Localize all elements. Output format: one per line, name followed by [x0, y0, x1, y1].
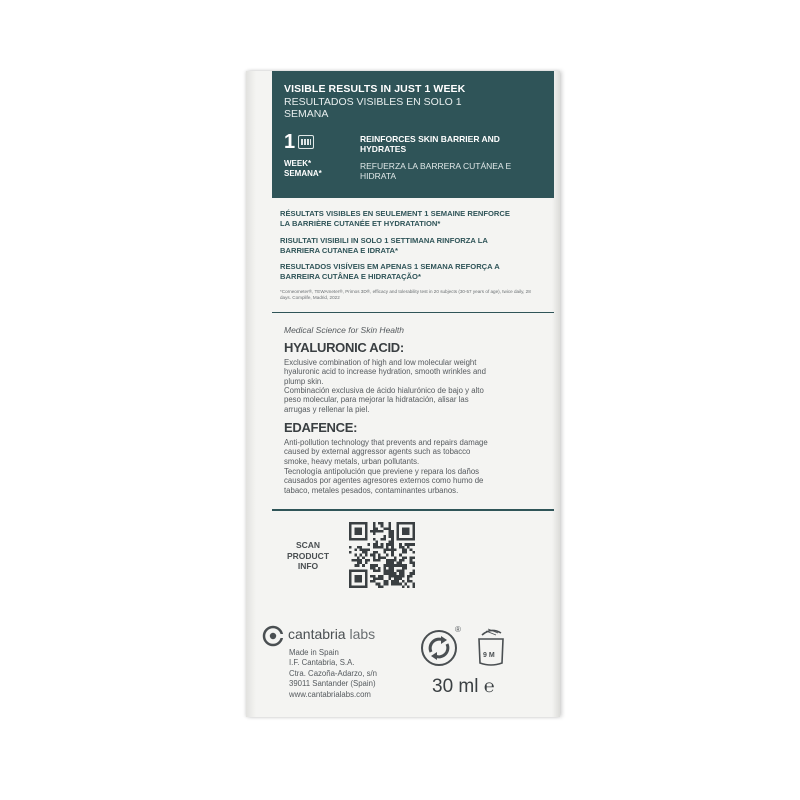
- divider: [272, 509, 554, 511]
- footnote: *Corneometer®, TEWAmeter®, Primos 3D®, efficacy and tolerability test in 20 subjects (30-57 years of age), twice daily, 28 days. Complife, Madrid, 2022: [280, 289, 531, 300]
- address-line: Ctra. Cazoña-Adarzo, s/n: [289, 668, 377, 678]
- volume-label: [432, 676, 495, 698]
- tagline: Medical Science for Skin Health: [284, 325, 405, 335]
- scan-label: SCAN PRODUCT INFO: [286, 540, 330, 571]
- claim-es: REFUERZA LA BARRERA CUTÁNEA E HIDRATA: [360, 161, 512, 181]
- brand-name-bold: cantabria: [288, 626, 346, 642]
- week-label-en: WEEK*: [284, 159, 312, 168]
- ingredient-title-edafence: EDAFENCE:: [284, 420, 358, 435]
- ingredient-title-hyaluronic: HYALURONIC ACID:: [284, 340, 404, 355]
- header-subtitle: RESULTADOS VISIBLES EN SOLO 1 SEMANA: [284, 96, 462, 120]
- pao-label: 9 M: [483, 652, 495, 659]
- claim-it: RISULTATI VISIBILI IN SOLO 1 SETTIMANA RINFORZA LA BARRIERA CUTANEA E IDRATA*: [280, 236, 488, 255]
- week-badge: [284, 131, 344, 154]
- brand-name-light: labs: [349, 626, 376, 642]
- address: [289, 648, 377, 700]
- qr-code[interactable]: [349, 522, 415, 588]
- header-banner: [272, 71, 554, 198]
- website-link[interactable]: www.cantabrialabs.com: [289, 689, 371, 699]
- ingredient-text-en: Anti-pollution technology that prevents and repairs damage caused by external aggressor agents such as tobacco smoke, heavy metals, urban pollutants.: [284, 438, 488, 466]
- claim-fr: RÉSULTATS VISIBLES EN SEULEMENT 1 SEMAINE RENFORCE LA BARRIÈRE CUTANÉE ET HYDRATATION*: [280, 209, 510, 228]
- recycle-icon: [419, 628, 459, 668]
- claim-pt: RESULTADOS VISÍVEIS EM APENAS 1 SEMANA REFORÇA A BARREIRA CUTÂNEA E HIDRATAÇÃO*: [280, 262, 500, 281]
- ingredient-text-es: Tecnología antipolución que previene y repara los daños causados por agentes agresores externos como humo de tabaco, metales pesados, contaminantes urbanos.: [284, 467, 484, 495]
- ingredient-text-en: Exclusive combination of high and low molecular weight hyaluronic acid to increase hydration, smooth wrinkles and plump skin.: [284, 358, 486, 386]
- address-line: I.F. Cantabria, S.A.: [289, 658, 355, 668]
- claim-en: REINFORCES SKIN BARRIER AND HYDRATES: [360, 134, 500, 154]
- address-line: 39011 Santander (Spain): [289, 679, 376, 689]
- estimated-mark: ℮: [483, 676, 495, 696]
- calendar-icon: [298, 135, 314, 149]
- address-line: Made in Spain: [289, 648, 339, 657]
- week-number: 1: [284, 131, 296, 153]
- cantabria-logo-icon: [262, 625, 284, 647]
- header-title: VISIBLE RESULTS IN JUST 1 WEEK: [284, 83, 466, 95]
- pao-jar-icon: [475, 625, 507, 667]
- registered-mark: ®: [455, 625, 461, 634]
- week-label: [284, 159, 322, 179]
- ingredient-text-es: Combinación exclusiva de ácido hialurónico de bajo y alto peso molecular, para mejorar la hidratación, alisar las arrugas y rellenar la piel.: [284, 386, 484, 414]
- brand-name: [288, 626, 375, 642]
- divider: [272, 312, 554, 313]
- week-label-es: SEMANA*: [284, 169, 322, 178]
- volume-value: 30 ml: [432, 676, 479, 697]
